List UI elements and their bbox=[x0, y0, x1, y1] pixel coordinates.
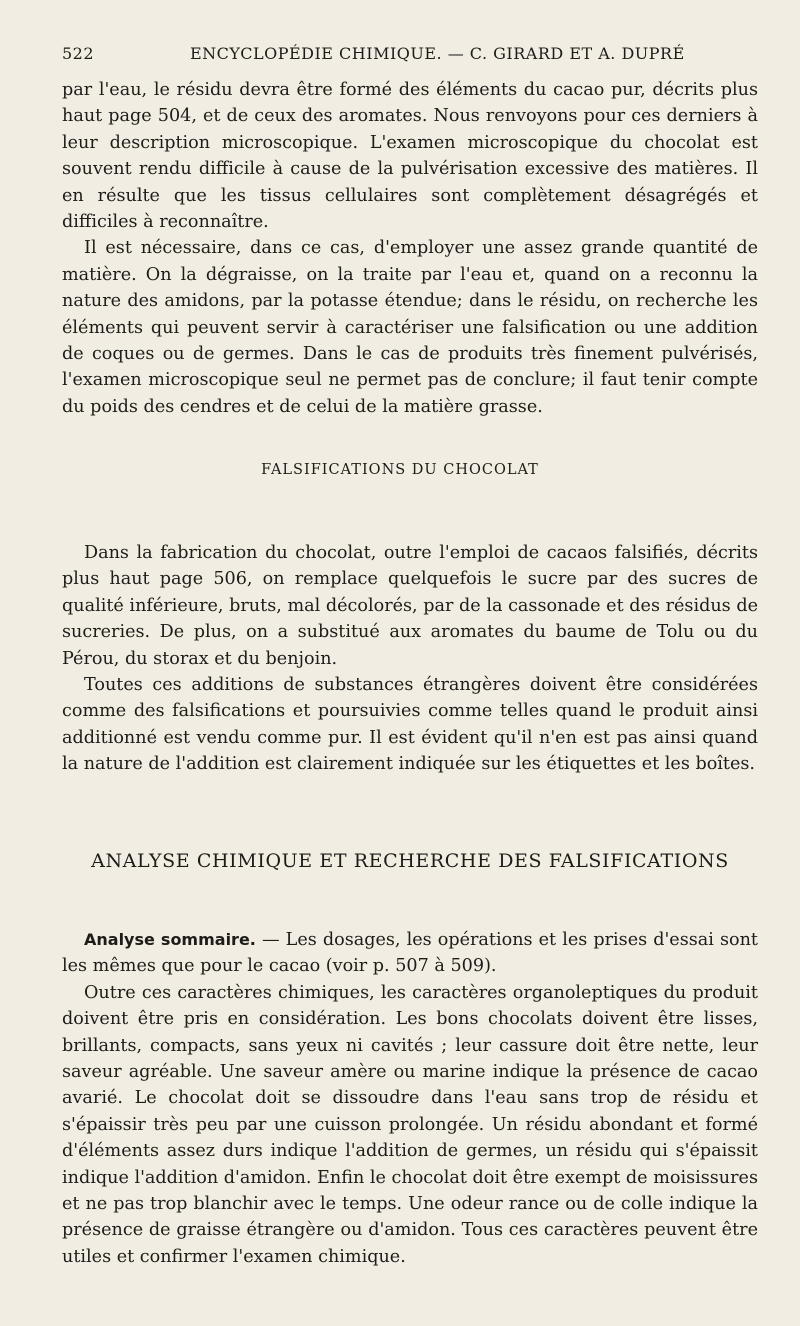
paragraph-additions: Toutes ces additions de substances étrangères doivent être considérées comme des falsifications et poursuivies comme telles quand le produit ainsi additionné est vendu comme pur. Il est évident qu'il n'en est pas ainsi quand la nature de l'addition est clairement indiquée sur les étiquettes et les boîtes. bbox=[62, 675, 758, 775]
paragraph-organoleptic: Outre ces caractères chimiques, les caractères organoleptiques du produit doivent être pris en considération. Les bons chocolats doivent être lisses, brillants, compacts, sans yeux ni cavités ; leur cassure doit être nette, leur saveur agréable. Une saveur amère ou marine indique la présence de cacao avarié. Le chocolat doit se dissoudre dans l'eau sans trop de résidu et s'épaissir très peu par une cuisson prolongée. Un résidu abondant et formé d'éléments assez durs indique l'addition de germes, un résidu qui s'épaissit indique l'addition d'amidon. Enfin le chocolat doit être exempt de moisissures et ne pas trop blanchir avec le temps. Une odeur rance ou de colle indique la présence de graisse étrangère ou d'amidon. Tous ces caractères peuvent être utiles et confirmer l'examen chimique. bbox=[62, 982, 758, 1267]
paragraph-fabrication: Dans la fabrication du chocolat, outre l'emploi de cacaos falsifiés, décrits plus haut page 506, on remplace quelquefois le sucre par des sucres de qualité inférieure, bruts, mal décolorés, par de la cassonade et des résidus de sucreries. De plus, on a substitué aux aromates du baume de Tolu ou du Pérou, du storax et du benjoin. bbox=[62, 543, 758, 669]
section-heading-analyse: ANALYSE CHIMIQUE ET RECHERCHE DES FALSIFICATIONS bbox=[91, 850, 729, 872]
paragraph-analyse-sommaire bbox=[62, 927, 758, 980]
run-in-heading: Analyse sommaire. bbox=[84, 930, 256, 949]
continued-paragraph: par l'eau, le résidu devra être formé des éléments du cacao pur, décrits plus haut page 504, et de ceux des aromates. Nous renvoyons pour ces derniers à leur description microscopique. L'examen microscopique du chocolat est souvent rendu difficile à cause de la pulvérisation excessive des matières. Il en résulte que les tissus cellulaires sont complètement désagrégés et difficiles à reconnaître. bbox=[62, 80, 758, 233]
paragraph-microscopy: Il est nécessaire, dans ce cas, d'employer une assez grande quantité de matière. On la dégraisse, on la traite par l'eau et, quand on a reconnu la nature des amidons, par la potasse étendue; dans le résidu, on recherche les éléments qui peuvent servir à caractériser une falsification ou une addition de coques ou de germes. Dans le cas de produits très finement pulvérisés, l'examen microscopique seul ne permet pas de conclure; il faut tenir compte du poids des cendres et de celui de la matière grasse. bbox=[62, 238, 758, 417]
top-text-block bbox=[62, 77, 758, 420]
page-number: 522 bbox=[62, 44, 95, 63]
section-heading-falsifications: FALSIFICATIONS DU CHOCOLAT bbox=[261, 462, 539, 478]
analyse-sommaire-text: — Les dosages, les opérations et les prises d'essai sont les mêmes que pour le cacao (voir p. 507 à 509). bbox=[62, 930, 758, 977]
falsifications-text-block bbox=[62, 540, 758, 778]
running-title: ENCYCLOPÉDIE CHIMIQUE. — C. GIRARD ET A. DUPRÉ bbox=[190, 44, 685, 63]
analyse-text-block bbox=[62, 927, 758, 1270]
